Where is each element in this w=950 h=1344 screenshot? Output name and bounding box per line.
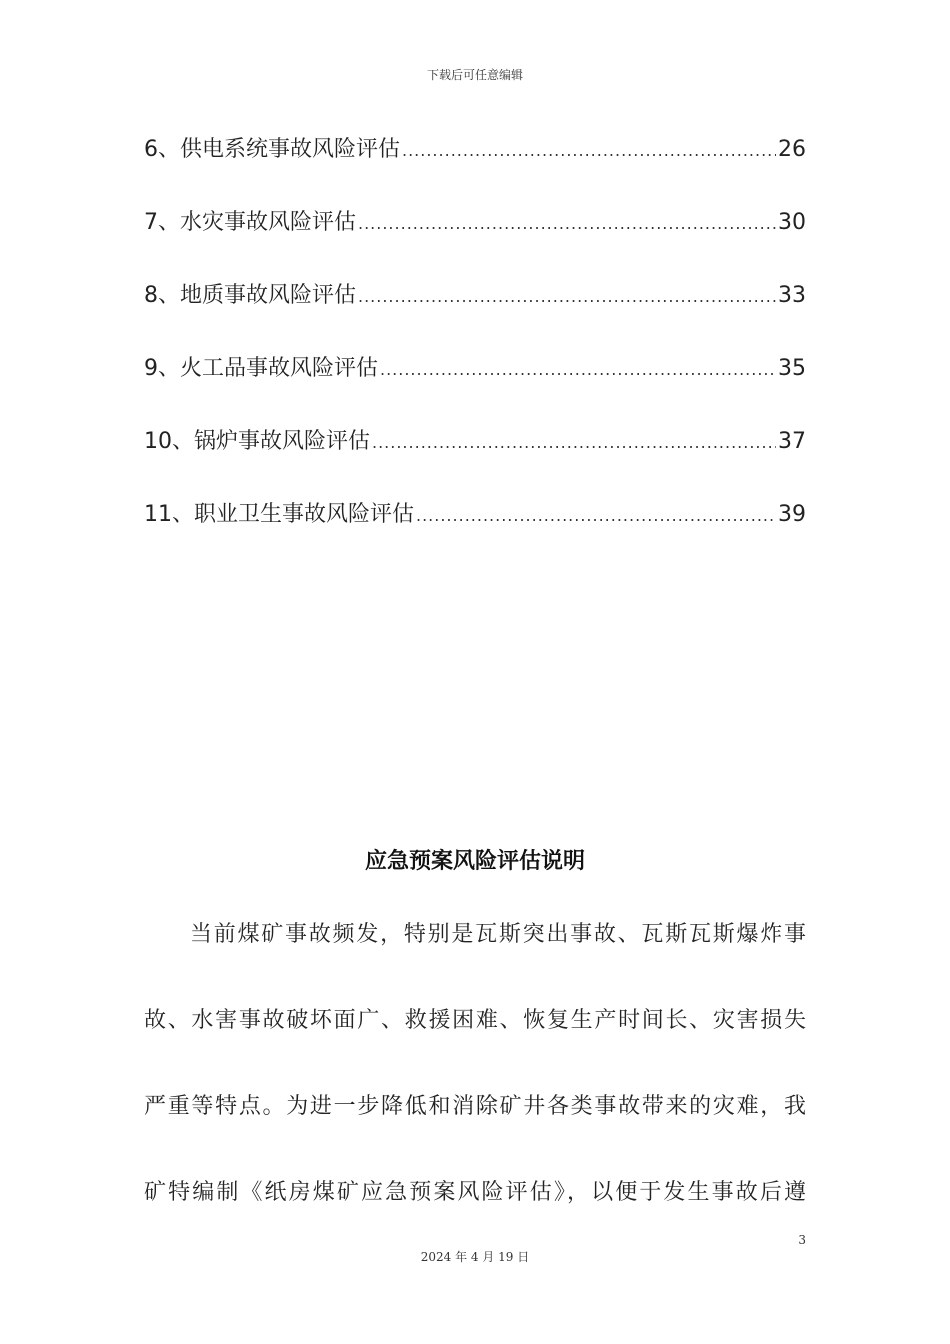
toc-entry[interactable]	[144, 424, 806, 460]
toc-entry[interactable]	[144, 205, 806, 241]
page-header: 下载后可任意编辑	[426, 68, 523, 82]
body-line: 严重等特点。为进一步降低和消除矿井各类事故带来的灾难，我	[144, 1094, 806, 1119]
toc-entry[interactable]	[144, 497, 806, 533]
body-line: 故、水害事故破坏面广、救援困难、恢复生产时间长、灾害损失	[144, 1008, 806, 1033]
toc-leader-dots	[372, 425, 776, 461]
toc-entry-page: 26	[778, 137, 806, 162]
toc-entry-title: 7、水灾事故风险评估	[144, 210, 356, 235]
page-number: 3	[798, 1233, 806, 1247]
toc-entry-title: 6、供电系统事故风险评估	[144, 137, 400, 162]
toc-leader-dots	[416, 498, 776, 534]
toc-entry-page: 30	[778, 210, 806, 235]
body-line: 当前煤矿事故频发，特别是瓦斯突出事故、瓦斯瓦斯爆炸事	[190, 922, 806, 947]
section-title: 应急预案风险评估说明	[364, 849, 585, 874]
toc-entry-page: 39	[778, 502, 806, 527]
toc-leader-dots	[358, 279, 776, 315]
toc-entry[interactable]	[144, 132, 806, 168]
toc-leader-dots	[380, 352, 776, 388]
toc-entry[interactable]	[144, 278, 806, 314]
section-body	[144, 905, 806, 1249]
toc-entry-page: 33	[778, 283, 806, 308]
toc-entry-title: 9、火工品事故风险评估	[144, 356, 378, 381]
toc-entry-title: 11、职业卫生事故风险评估	[144, 502, 414, 527]
toc-entry-page: 37	[778, 429, 806, 454]
page-footer-date: 2024 年 4 月 19 日	[420, 1250, 530, 1264]
toc-leader-dots	[402, 133, 776, 169]
toc-entry-page: 35	[778, 356, 806, 381]
toc-entry-title: 8、地质事故风险评估	[144, 283, 356, 308]
body-line: 矿特编制《纸房煤矿应急预案风险评估》，以便于发生事故后遵	[144, 1180, 806, 1205]
toc-leader-dots	[358, 206, 776, 242]
toc-entry[interactable]	[144, 351, 806, 387]
toc-entry-title: 10、锅炉事故风险评估	[144, 429, 370, 454]
table-of-contents	[144, 132, 806, 570]
